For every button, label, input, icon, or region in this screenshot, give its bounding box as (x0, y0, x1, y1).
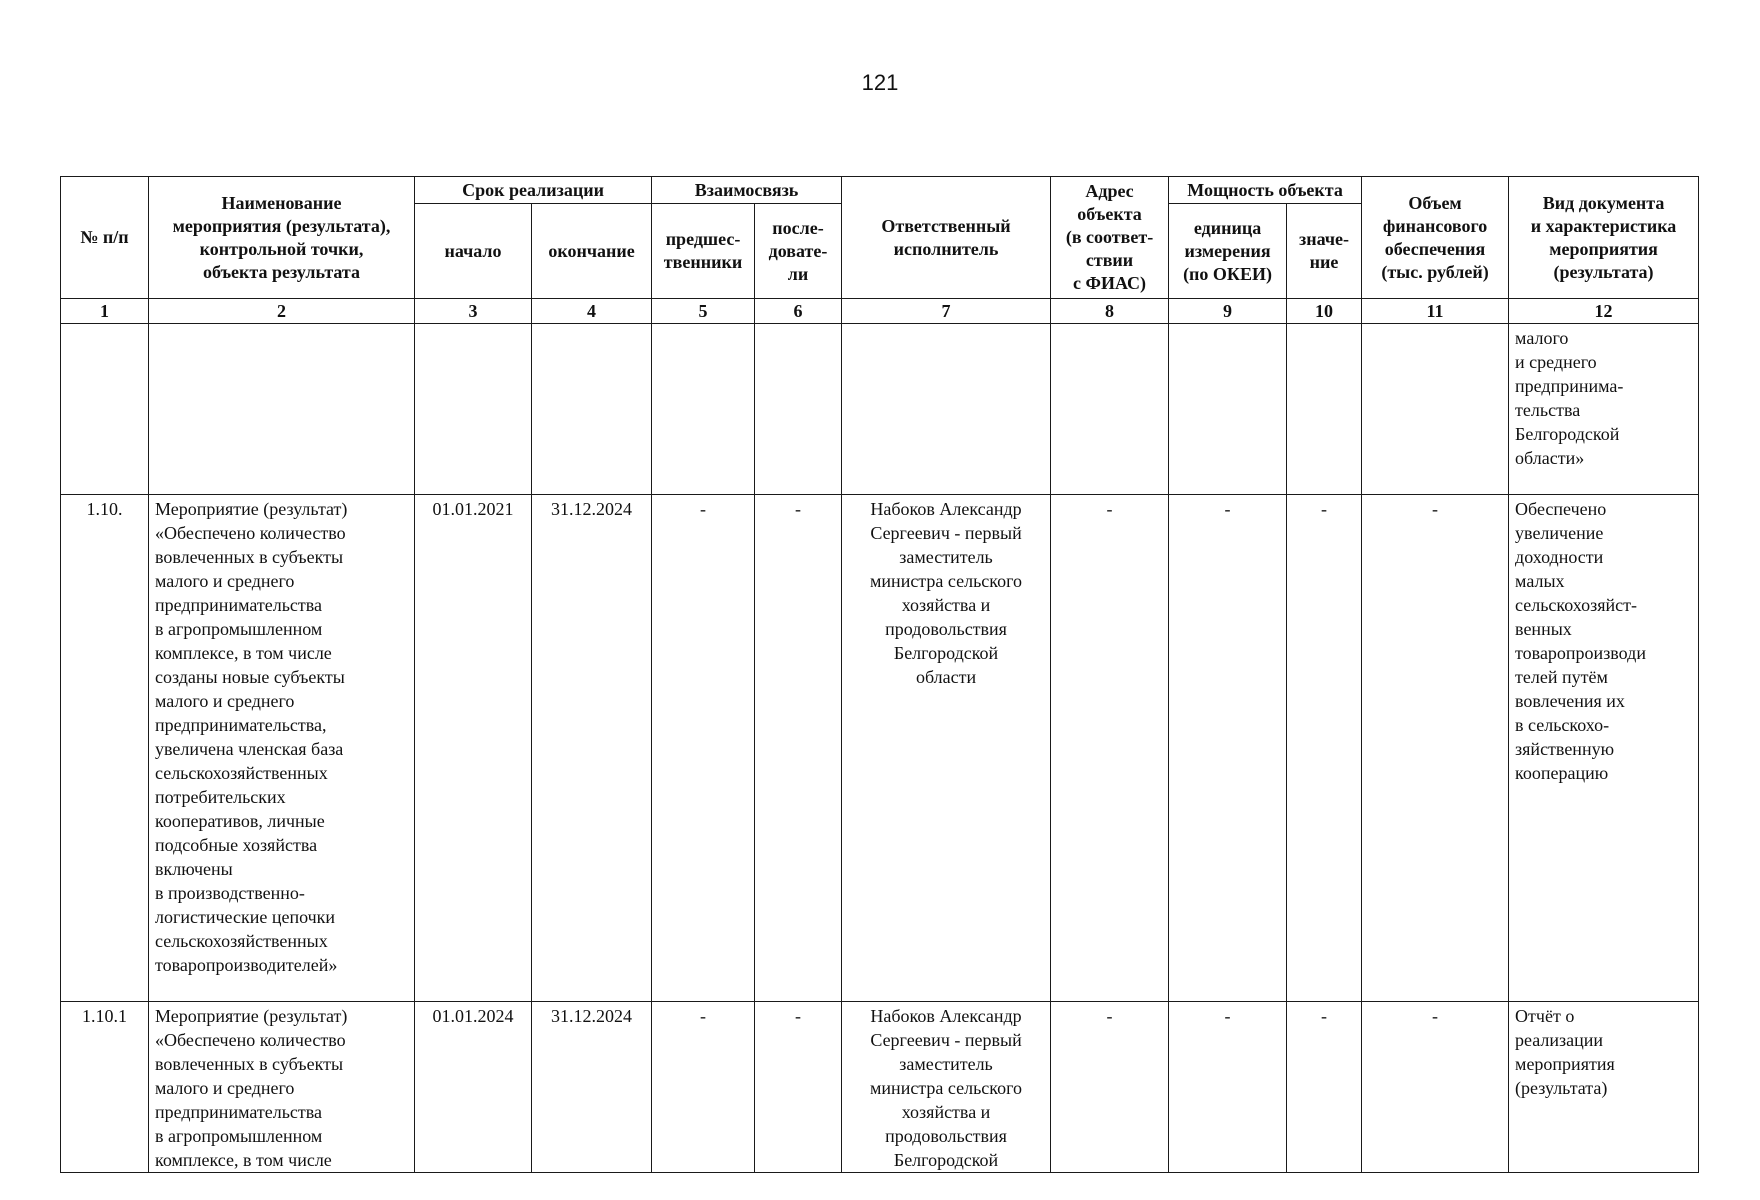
activities-table (60, 176, 1699, 1173)
object-address (1051, 324, 1169, 495)
table-row (61, 495, 1699, 1002)
successors: - (755, 1002, 842, 1173)
header-row-number: № п/п (61, 177, 149, 299)
header-predecessors: предшес- твенники (652, 204, 755, 299)
column-number: 12 (1509, 299, 1699, 324)
column-number: 10 (1287, 299, 1362, 324)
object-address: - (1051, 495, 1169, 1002)
end-date: 31.12.2024 (532, 1002, 652, 1173)
document-type: Отчёт о реализации мероприятия (результата) (1509, 1002, 1699, 1173)
row-number (61, 324, 149, 495)
column-number: 4 (532, 299, 652, 324)
start-date: 01.01.2024 (415, 1002, 532, 1173)
predecessors (652, 324, 755, 495)
header-end: окончание (532, 204, 652, 299)
column-number: 7 (842, 299, 1051, 324)
table-row (61, 1002, 1699, 1173)
column-number: 11 (1362, 299, 1509, 324)
capacity-value: - (1287, 1002, 1362, 1173)
predecessors: - (652, 495, 755, 1002)
successors (755, 324, 842, 495)
start-date (415, 324, 532, 495)
column-number: 5 (652, 299, 755, 324)
column-number: 1 (61, 299, 149, 324)
responsible-executor: Набоков Александр Сергеевич - первый заместитель министра сельского хозяйства и продовольствия Белгородской области (842, 495, 1051, 1002)
capacity-value (1287, 324, 1362, 495)
column-number: 3 (415, 299, 532, 324)
header-value: значе- ние (1287, 204, 1362, 299)
end-date: 31.12.2024 (532, 495, 652, 1002)
responsible-executor: Набоков Александр Сергеевич - первый заместитель министра сельского хозяйства и продовольствия Белгородской (842, 1002, 1051, 1173)
table-row (61, 324, 1699, 495)
start-date: 01.01.2021 (415, 495, 532, 1002)
predecessors: - (652, 1002, 755, 1173)
financing-volume: - (1362, 495, 1509, 1002)
header-document-type: Вид документа и характеристика мероприятия (результата) (1509, 177, 1699, 299)
unit-of-measure: - (1169, 495, 1287, 1002)
header-relationship: Взаимосвязь (652, 177, 842, 204)
unit-of-measure (1169, 324, 1287, 495)
column-number-row (61, 299, 1699, 324)
successors: - (755, 495, 842, 1002)
object-address: - (1051, 1002, 1169, 1173)
column-number: 9 (1169, 299, 1287, 324)
document-type: Обеспечено увеличение доходности малых сельскохозяйст- венных товаропроизводи телей путём вовлечения их в сельскохо- зяйственную кооперацию (1509, 495, 1699, 1002)
header-successors: после- довате- ли (755, 204, 842, 299)
row-number: 1.10. (61, 495, 149, 1002)
header-responsible-executor: Ответственный исполнитель (842, 177, 1051, 299)
page-number: 121 (861, 70, 899, 95)
header-start: начало (415, 204, 532, 299)
header-implementation-period: Срок реализации (415, 177, 652, 204)
column-number: 6 (755, 299, 842, 324)
row-number: 1.10.1 (61, 1002, 149, 1173)
header-object-capacity: Мощность объекта (1169, 177, 1362, 204)
header-activity-name: Наименование мероприятия (результата), контрольной точки, объекта результата (149, 177, 415, 299)
column-number: 8 (1051, 299, 1169, 324)
header-unit: единица измерения (по ОКЕИ) (1169, 204, 1287, 299)
activity-name: Мероприятие (результат) «Обеспечено количество вовлеченных в субъекты малого и среднего предпринимательства в агропромышленном комплексе, в том числе (149, 1002, 415, 1173)
header-object-address: Адрес объекта (в соответ- ствии с ФИАС) (1051, 177, 1169, 299)
financing-volume: - (1362, 1002, 1509, 1173)
activity-name: Мероприятие (результат) «Обеспечено количество вовлеченных в субъекты малого и среднего предпринимательства в агропромышленном комплексе, в том числе созданы новые субъекты малого и среднего предпринимательства, увеличена членская база сельскохозяйственных потребительских кооперативов, личные подсобные хозяйства включены в производственно- логистические цепочки сельскохозяйственных товаропроизводителей» (149, 495, 415, 1002)
financing-volume (1362, 324, 1509, 495)
capacity-value: - (1287, 495, 1362, 1002)
header-financing-volume: Объем финансового обеспечения (тыс. рублей) (1362, 177, 1509, 299)
unit-of-measure: - (1169, 1002, 1287, 1173)
activity-name (149, 324, 415, 495)
document-type: малого и среднего предпринима- тельства Белгородской области» (1509, 324, 1699, 495)
responsible-executor (842, 324, 1051, 495)
column-number: 2 (149, 299, 415, 324)
end-date (532, 324, 652, 495)
